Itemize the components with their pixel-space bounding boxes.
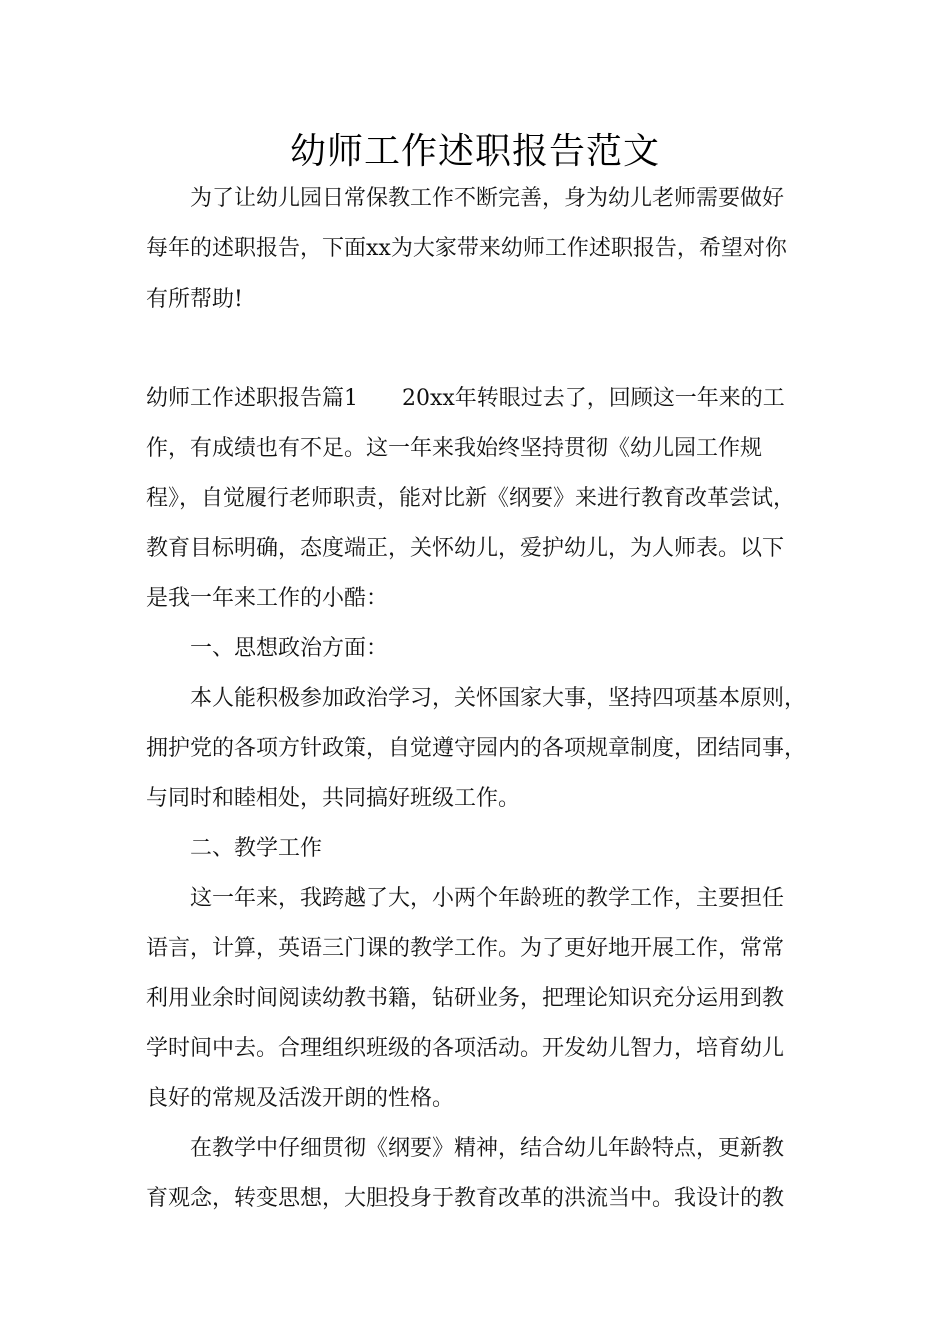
section-heading-line xyxy=(146,384,816,414)
paragraph-line: 拥护党的各项方针政策，自觉遵守园内的各项规章制度，团结同事， xyxy=(146,736,807,761)
paragraph-line: 程》，自觉履行老师职责，能对比新《纲要》来进行教育改革尝试， xyxy=(146,486,796,511)
paragraph-line: 作，有成绩也有不足。这一年来我始终坚持贯彻《幼儿园工作规 xyxy=(146,436,763,461)
subheading: 二、教学工作 xyxy=(190,836,323,861)
document-title: 幼师工作述职报告范文 xyxy=(289,131,660,172)
paragraph-line: 是我一年来工作的小酷： xyxy=(146,586,389,611)
subheading: 一、思想政治方面： xyxy=(190,636,389,661)
paragraph-line: 良好的常规及活泼开朗的性格。 xyxy=(146,1086,455,1111)
paragraph-line: 学时间中去。合理组织班级的各项活动。开发幼儿智力，培育幼儿 xyxy=(146,1036,785,1061)
paragraph-line: 教育目标明确，态度端正，关怀幼儿，爱护幼儿，为人师表。以下 xyxy=(146,536,785,561)
paragraph-line: 育观念，转变思想，大胆投身于教育改革的洪流当中。我设计的教 xyxy=(146,1186,785,1211)
paragraph-line: 本人能积极参加政治学习，关怀国家大事，坚持四项基本原则， xyxy=(190,686,807,711)
paragraph-line: 在教学中仔细贯彻《纲要》精神，结合幼儿年龄特点，更新教 xyxy=(190,1136,785,1161)
paragraph-line: 每年的述职报告，下面xx为大家带来幼师工作述职报告，希望对你 xyxy=(146,236,787,261)
paragraph-text: 20xx年转眼过去了，回顾这一年来的工 xyxy=(402,386,785,411)
paragraph-line: 利用业余时间阅读幼教书籍，钻研业务，把理论知识充分运用到教 xyxy=(146,986,785,1011)
paragraph-line: 有所帮助! xyxy=(146,287,243,312)
paragraph-line: 语言，计算，英语三门课的教学工作。为了更好地开展工作，常常 xyxy=(146,936,785,961)
section-heading: 幼师工作述职报告篇1 xyxy=(146,386,358,411)
paragraph-line: 与同时和睦相处，共同搞好班级工作。 xyxy=(146,786,521,811)
paragraph-line: 这一年来，我跨越了大，小两个年龄班的教学工作，主要担任 xyxy=(190,886,785,911)
paragraph-line: 为了让幼儿园日常保教工作不断完善，身为幼儿老师需要做好 xyxy=(190,186,785,211)
